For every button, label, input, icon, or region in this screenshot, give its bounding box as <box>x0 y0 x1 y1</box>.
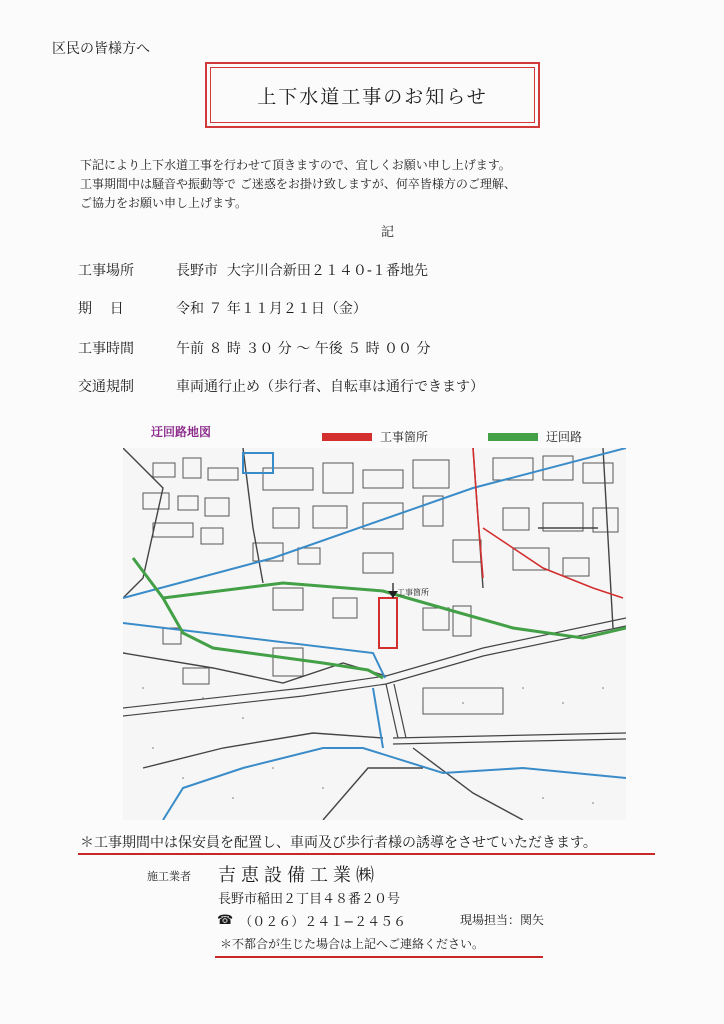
detail-row-time <box>78 338 431 358</box>
greeting: 区民の皆様方へ <box>52 41 150 57</box>
map-title: 迂回路地図 <box>151 425 212 439</box>
company-name: 吉恵設備工業㈱ <box>218 865 379 886</box>
detail-label: 工事場所 <box>78 263 134 279</box>
detour-map <box>123 448 626 820</box>
legend-detour-swatch <box>488 433 538 441</box>
intro-line: ご協力をお願い申し上げます。 <box>80 196 248 210</box>
detail-row-traffic <box>78 376 484 396</box>
legend-detour <box>488 428 582 445</box>
ki-heading: 記 <box>381 225 395 240</box>
legend-work-label: 工事箇所 <box>380 430 429 444</box>
notice-underline <box>78 853 655 855</box>
intro-paragraph <box>80 156 640 213</box>
legend-work <box>322 428 428 445</box>
contractor-label: 施工業者 <box>147 870 191 883</box>
phone-icon: ☎ <box>217 913 234 928</box>
detail-label: 交通規制 <box>78 379 134 395</box>
notice-title: 上下水道工事のお知らせ <box>257 85 488 108</box>
site-marker-label: 工事箇所 <box>397 588 429 597</box>
company-address: 長野市稲田２丁目４８番２０号 <box>218 892 401 907</box>
legend-work-swatch <box>322 433 372 441</box>
legend-detour-label: 迂回路 <box>546 430 583 444</box>
title-frame <box>205 62 540 128</box>
intro-line: 工事期間中は騒音や振動等で ご迷惑をお掛け致しますが、何卒皆様方のご理解、 <box>80 177 516 191</box>
site-manager: 現場担当：関矢 <box>460 913 545 927</box>
company-phone <box>217 911 406 930</box>
safety-notice: ＊工事期間中は保安員を配置し、車両及び歩行者様の誘導をさせていただきます。 <box>80 835 597 851</box>
detail-value: 午前 ８ 時 ３０ 分 ～ 午後 ５ 時 ００ 分 <box>176 341 431 357</box>
contact-underline <box>215 956 543 958</box>
intro-line: 下記により上下水道工事を行わせて頂きますので、宜しくお願い申し上げます。 <box>80 158 511 172</box>
detail-value: 車両通行止め（歩行者、自転車は通行できます） <box>176 379 484 395</box>
detail-label: 工事時間 <box>78 341 134 357</box>
phone-number: （０２６）２４１−２４５６ <box>239 915 407 930</box>
detail-label: 期 日 <box>78 301 124 317</box>
detail-value: 長野市 大字川合新田２１４０-１番地先 <box>176 263 428 279</box>
detail-row-date <box>78 298 367 318</box>
detail-row-site <box>78 260 428 280</box>
detail-value: 令和 ７ 年１１月２１日（金） <box>176 301 367 317</box>
contact-note: ＊不都合が生じた場合は上記へご連絡ください。 <box>220 937 485 951</box>
